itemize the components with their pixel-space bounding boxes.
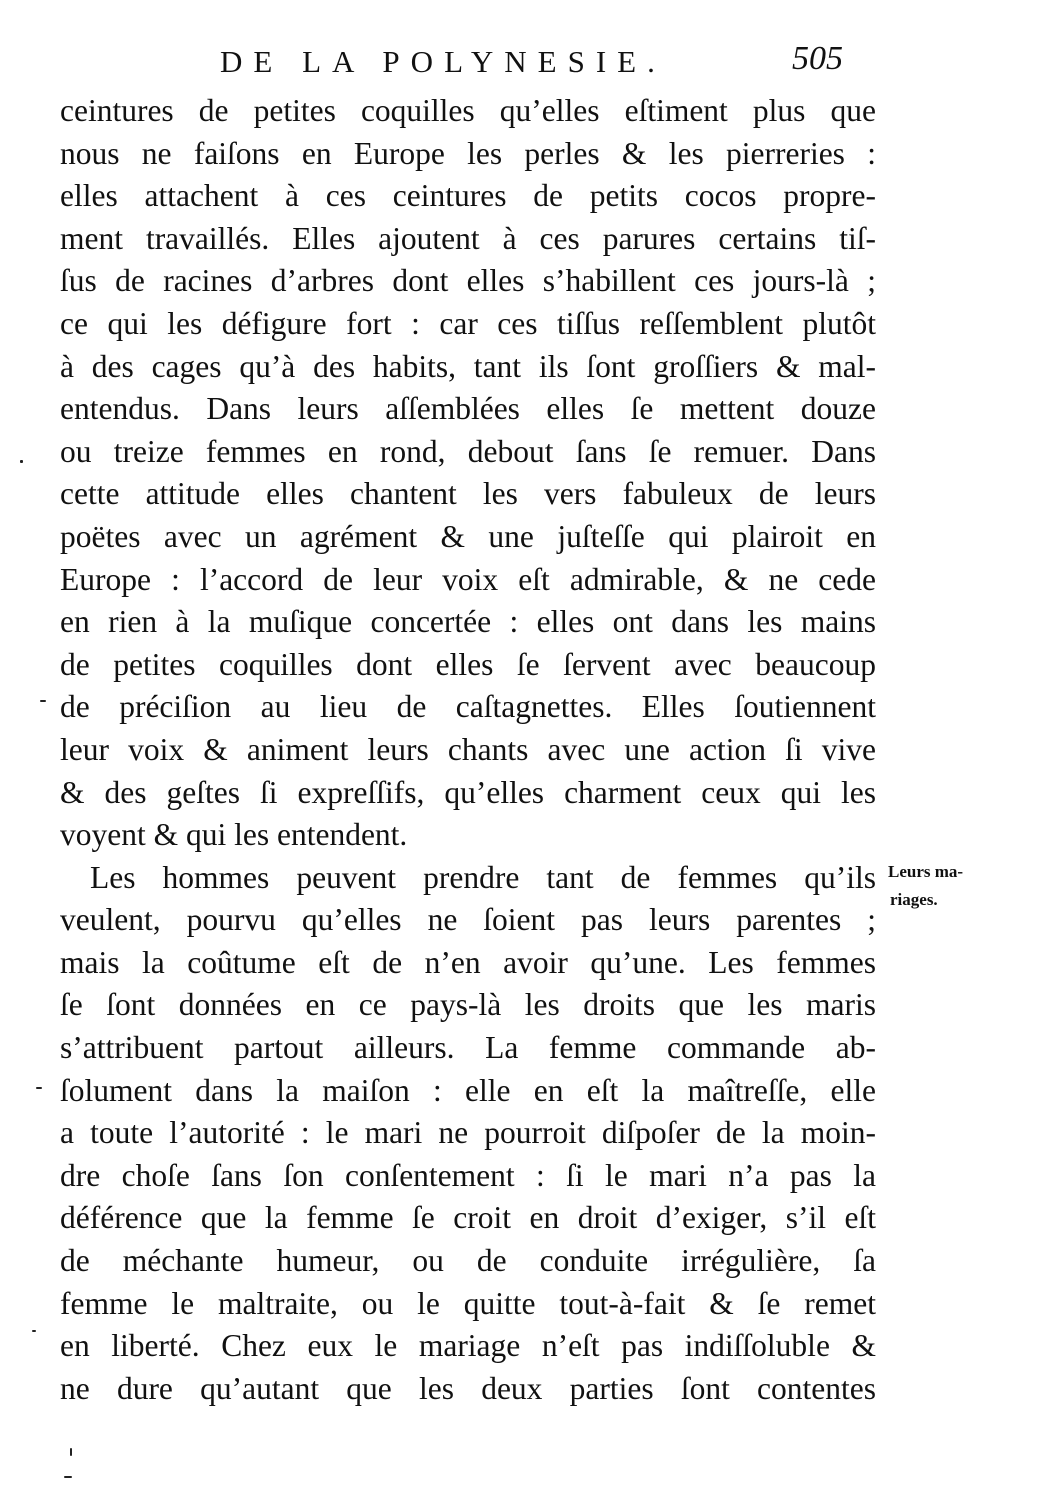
text-line: elles attachent à ces ceintures de petits cocos propre- — [60, 178, 876, 214]
text-line: mais la coûtume eſt de n’en avoir qu’une. Les femmes — [60, 944, 876, 980]
text-line: déférence que la femme ſe croit en droit d’exiger, s’il eſt — [60, 1200, 876, 1236]
print-speck — [40, 700, 46, 702]
body-text — [60, 90, 876, 1410]
text-line: ne dure qu’autant que les deux parties ſont contentes — [60, 1370, 876, 1406]
text-line: veulent, pourvu qu’elles ne ſoient pas leurs parentes ; — [60, 902, 876, 938]
text-line: ſolument dans la maiſon : elle en eſt la maîtreſſe, elle — [60, 1072, 876, 1108]
print-speck — [32, 1330, 36, 1332]
text-line: ceintures de petites coquilles qu’elles eſtiment plus que — [60, 93, 876, 128]
text-line: ment travaillés. Elles ajoutent à ces parures certains tiſ- — [60, 220, 876, 256]
text-line: dre choſe ſans ſon conſentement : ſi le mari n’a pas la — [60, 1157, 876, 1193]
text-line: a toute l’autorité : le mari ne pourroit diſpoſer de la moin- — [60, 1115, 876, 1151]
text-line: poëtes avec un agrément & une juſteſſe qui plairoit en — [60, 518, 876, 554]
text-line: entendus. Dans leurs aſſemblées elles ſe mettent douze — [60, 391, 876, 427]
text-line: cette attitude elles chantent les vers fabuleux de leurs — [60, 476, 876, 512]
text-line: ou treize femmes en rond, debout ſans ſe remuer. Dans — [60, 433, 876, 469]
text-line: ce qui les défigure fort : car ces tiſſus reſſemblent plutôt — [60, 305, 876, 341]
text-line: femme le maltraite, ou le quitte tout-à-fait & ſe remet — [60, 1285, 876, 1321]
text-line: leur voix & animent leurs chants avec une action ſi vive — [60, 731, 876, 767]
print-speck — [20, 460, 23, 463]
text-line: & des geſtes ſi expreſſifs, qu’elles charment ceux qui les — [60, 774, 876, 810]
page-number: 505 — [792, 40, 843, 77]
text-line: nous ne faiſons en Europe les perles & les pierreries : — [60, 135, 876, 171]
text-line: Europe : l’accord de leur voix eſt admirable, & ne cede — [60, 561, 876, 597]
margin-note-line: Leurs ma- — [888, 862, 964, 881]
text-line: à des cages qu’à des habits, tant ils ſont groſſiers & mal- — [60, 348, 876, 384]
text-line: s’attribuent partout ailleurs. La femme commande ab- — [60, 1030, 876, 1066]
print-speck — [36, 1087, 42, 1089]
text-line: en rien à la muſique concertée : elles ont dans les mains — [60, 604, 876, 640]
print-speck — [70, 1448, 72, 1456]
text-line: ſus de racines d’arbres dont elles s’habillent ces jours-là ; — [60, 263, 876, 299]
text-line: de méchante humeur, ou de conduite irrégulière, ſa — [60, 1243, 876, 1279]
text-line: en liberté. Chez eux le mariage n’eſt pas indiſſoluble & — [60, 1328, 876, 1364]
running-title: DE LA POLYNESIE. — [220, 44, 666, 79]
print-speck — [64, 1476, 72, 1478]
paragraph-start-line: Les hommes peuvent prendre tant de femmes qu’ils — [90, 859, 876, 895]
margin-note — [888, 858, 998, 914]
text-line: de petites coquilles dont elles ſe ſervent avec beaucoup — [60, 646, 876, 682]
text-line: voyent & qui les entendent. — [60, 817, 408, 853]
text-line: de préciſion au lieu de caſtagnettes. Elles ſoutiennent — [60, 689, 876, 725]
margin-note-line: riages. — [890, 890, 938, 909]
text-line: ſe ſont données en ce pays-là les droits que les maris — [60, 987, 876, 1023]
